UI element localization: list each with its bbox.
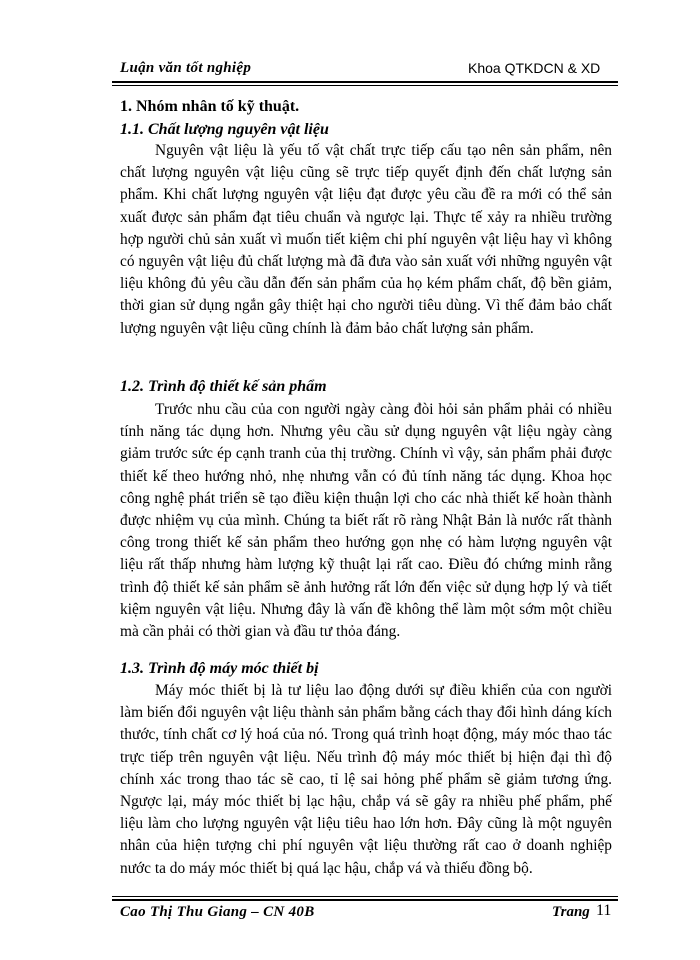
header-divider-thin [112,85,618,86]
footer-page-label: Trang [552,904,590,920]
footer-divider-thin [112,896,618,897]
header-faculty-label: Khoa QTKDCN & XD [468,60,601,76]
header-thesis-label: Luận văn tốt nghiệp [120,60,252,76]
header-divider-thick [112,81,618,83]
footer-author: Cao Thị Thu Giang – CN 40B [120,904,315,920]
paragraph-1-3: Máy móc thiết bị là tư liệu lao động dưới sự điều khiển của con người làm biến đổi nguyên vật liệu thành sản phẩm bằng cách thay đổi hình dáng kích thước, tính chất cơ lý hoá của nó. Trong quá trình hoạt động, máy móc thao tác trực tiếp trên nguyên vật liệu. Nếu trình độ máy móc thiết bị hiện đại thì độ chính xác trong thao tác sẽ cao, tỉ lệ sai hỏng phế phẩm sẽ giảm tương ứng. Ngược lại, máy móc thiết bị lạc hậu, chắp vá sẽ gây ra nhiều phế phẩm, phế liệu làm cho lượng nguyên vật liệu tiêu hao lớn hơn. Đây cũng là một nguyên nhân của hiện tượng chi phí nguyên vật liệu thường rất cao ở doanh nghiệp nước ta do máy móc thiết bị quá lạc hậu, chắp vá và thiếu đồng bộ. [120,682,612,877]
subsection-heading-1-3: 1.3. Trình độ máy móc thiết bị [120,660,319,677]
subsection-heading-1-1: 1.1. Chất lượng nguyên vật liệu [120,121,329,138]
paragraph-1-2: Trước nhu cầu của con người ngày càng đòi hỏi sản phẩm phải có nhiều tính năng tác dụng hơn. Nhưng yêu cầu sử dụng nguyên vật liệu ngày càng giảm trước sức ép cạnh tranh của thị trường. Chính vì vậy, sản phẩm phải được thiết kế theo hướng nhỏ, nhẹ nhưng vẫn có đủ tính năng tác dụng. Khoa học công nghệ phát triển sẽ tạo điều kiện thuận lợi cho các nhà thiết kế hoàn thành được nhiệm vụ của mình. Chúng ta biết rất rõ ràng Nhật Bản là nước rất thành công trong thiết kế sản phẩm theo hướng gọn nhẹ có hàm lượng nguyên vật liệu rất thấp nhưng hàm lượng kỹ thuật lại rất cao. Điều đó chứng minh rằng trình độ thiết kế sản phẩm sẽ ảnh hưởng rất lớn đến việc sử dụng hợp lý và tiết kiệm nguyên vật liệu. Nhưng đây là vấn đề không thể làm một sớm một chiều mà cần phải có thời gian và đầu tư thỏa đáng. [120,401,612,641]
section-heading: 1. Nhóm nhân tố kỹ thuật. [120,98,300,115]
paragraph-1-1: Nguyên vật liệu là yếu tố vật chất trực tiếp cấu tạo nên sản phẩm, nên chất lượng nguyên vật liệu cũng sẽ trực tiếp quyết định đến chất lượng sản phẩm. Khi chất lượng nguyên vật liệu đạt được yêu cầu đề ra mới có thể sản xuất được sản phẩm đạt tiêu chuẩn và ngược lại. Thực tế xảy ra nhiều trường hợp người chủ sản xuất vì muốn tiết kiệm chi phí nguyên vật liệu hay vì không có nguyên vật liệu đủ chất lượng mà đã đưa vào sản xuất với những nguyên vật liệu không đủ yêu cầu dẫn đến sản phẩm của họ kém phẩm chất, độ bền giảm, thời gian sử dụng ngắn gây thiệt hại cho người tiêu dùng. Vì thế đảm bảo chất lượng nguyên vật liệu cũng chính là đảm bảo chất lượng sản phẩm. [120,142,612,337]
subsection-heading-1-2: 1.2. Trình độ thiết kế sản phẩm [120,378,327,395]
footer-page-number: 11 [596,902,612,919]
footer-divider-thick [112,899,618,901]
